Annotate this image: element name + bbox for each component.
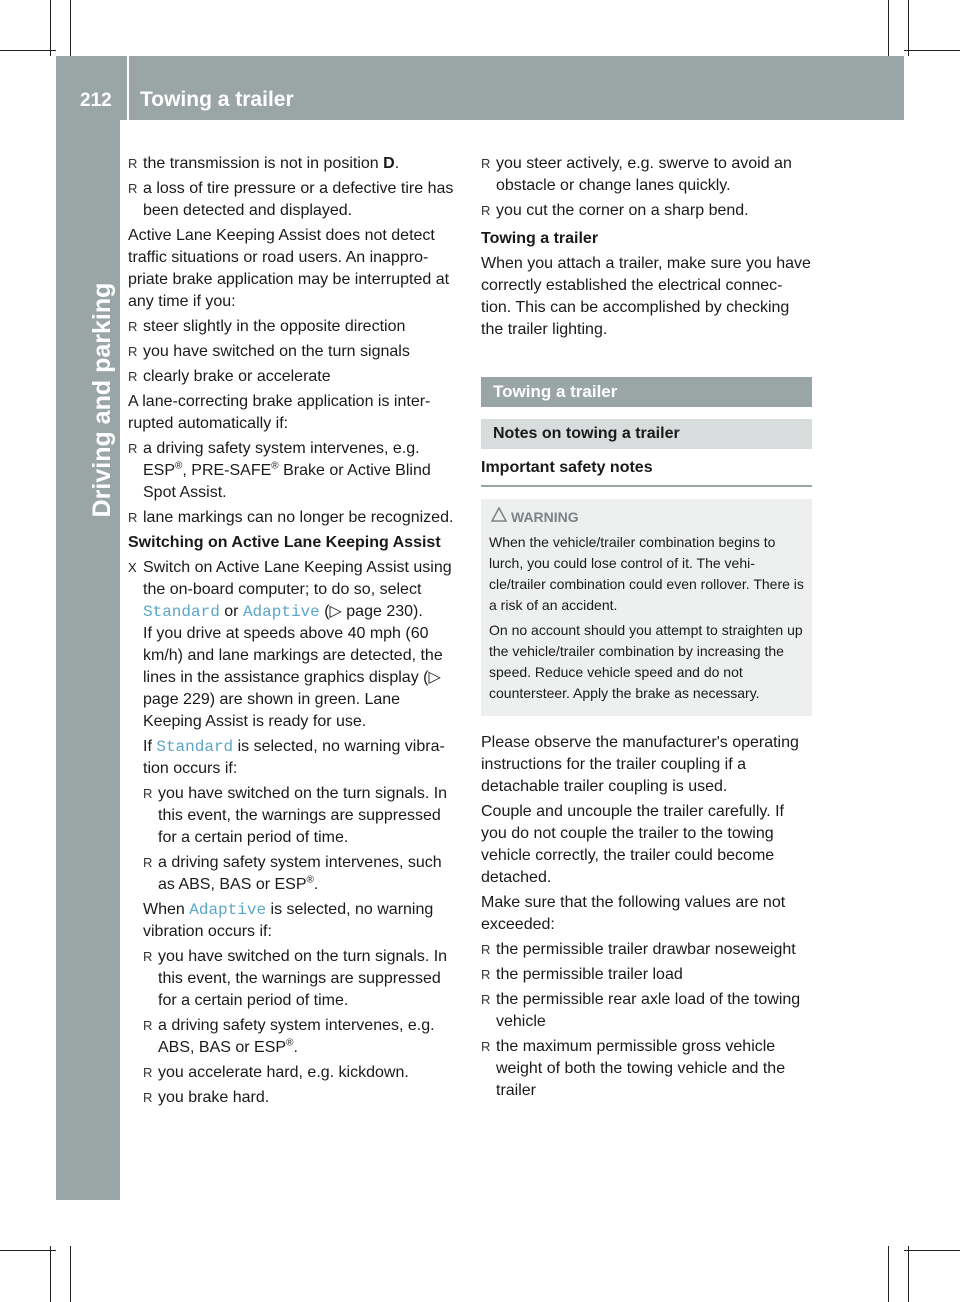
crop-mark [904, 1250, 960, 1251]
bullet-icon: R [143, 786, 153, 801]
paragraph: Please observe the manufacturer's operating instructions for the trailer coupling if a detachable trailer coupling is used. [481, 734, 799, 795]
list-item [143, 783, 461, 849]
punctuation: . [313, 876, 319, 893]
list-item [481, 939, 812, 961]
chapter-heading-bar: Towing a trailer [481, 377, 812, 407]
display-text-standard: Standard [156, 738, 234, 756]
step-text: When [143, 901, 190, 918]
bullet-icon: R [128, 344, 138, 359]
crop-mark [888, 1246, 889, 1302]
arrow-icon: X [128, 560, 137, 575]
paragraph: Make sure that the following values are not exceeded: [481, 894, 786, 933]
display-text-standard: Standard [143, 603, 220, 621]
paragraph: Active Lane Keeping Assist does not detect traffic situations or road users. An inappro-priate brake application may be interrupted at any time if you: [128, 227, 450, 310]
list-item-text: you have switched on the turn signals. In this event, the warnings are suppressed for a certain period of time. [158, 785, 448, 846]
registered-mark: ® [271, 460, 279, 472]
list-item [128, 507, 461, 529]
step-text: is selected, no warning vibration occurs if: [143, 901, 434, 940]
registered-mark: ® [175, 460, 183, 472]
punctuation: . [394, 155, 400, 172]
registered-mark: ® [286, 1037, 294, 1049]
crop-mark [908, 0, 909, 56]
paragraph: A lane-correcting brake application is inter-rupted automatically if: [128, 393, 431, 432]
list-item-text: a driving safety system intervenes, e.g. ABS, BAS or ESP [158, 1017, 435, 1056]
list-item [143, 852, 461, 896]
list-item [128, 153, 461, 175]
list-item-text: the permissible trailer drawbar noseweight [496, 941, 796, 958]
paragraph: When you attach a trailer, make sure you have correctly established the electrical connec-tion. This can be accomplished by checking the trailer lighting. [481, 255, 811, 338]
list-item [481, 153, 812, 197]
gear-position: D [383, 155, 395, 172]
bullet-icon: R [128, 181, 138, 196]
list-item-text: you accelerate hard, e.g. kickdown. [158, 1064, 409, 1081]
bullet-icon: R [481, 942, 491, 957]
list-item-text: , PRE-SAFE [182, 462, 272, 479]
page-number: 212 [80, 90, 112, 111]
warning-label: WARNING [511, 509, 579, 525]
warning-text: On no account should you attempt to straighten up the vehicle/trailer combination by increasing the speed. Reduce vehicle speed and do not countersteer. Apply the brake as necessary. [489, 622, 803, 701]
warning-text: When the vehicle/trailer combination begins to lurch, you could lose control of it. The vehi-cle/trailer combination could even rollover. There is a risk of an accident. [489, 534, 804, 613]
list-item-text: you have switched on the turn signals. In this event, the warnings are suppressed for a certain period of time. [158, 948, 448, 1009]
subsection-heading-bar: Notes on towing a trailer [481, 419, 812, 449]
warning-title [489, 507, 804, 528]
crop-mark [0, 50, 56, 51]
crop-mark [70, 0, 71, 56]
list-item [481, 964, 812, 986]
list-item-text: a driving safety system intervenes, such as ABS, BAS or ESP [158, 854, 442, 893]
crop-mark [904, 50, 960, 51]
list-item-text: steer slightly in the opposite direction [143, 318, 406, 335]
paragraph: Couple and uncouple the trailer carefully. If you do not couple the trailer to the towing vehicle correctly, the trailer could become detached. [481, 803, 784, 886]
list-item [143, 1062, 461, 1084]
registered-mark: ® [306, 874, 314, 886]
bullet-icon: R [143, 855, 153, 870]
crop-mark [908, 1246, 909, 1302]
step-text: is selected, no warning vibra-tion occurs if: [143, 738, 445, 777]
display-text-adaptive: Adaptive [242, 603, 320, 621]
list-item [481, 1036, 812, 1102]
bullet-icon: R [481, 967, 491, 982]
list-item-text: you steer actively, e.g. swerve to avoid an obstacle or change lanes quickly. [496, 155, 792, 194]
bullet-icon: R [481, 992, 491, 1007]
step-text: Switch on Active Lane Keeping Assist using the on-board computer; to do so, select [143, 559, 452, 598]
warning-box [481, 499, 812, 716]
punctuation: . [293, 1039, 298, 1056]
bullet-icon: R [143, 1018, 153, 1033]
side-tab-label: Driving and parking [88, 282, 116, 518]
list-item-text: Brake or Active Blind Spot Assist. [143, 462, 431, 501]
crop-mark [50, 1246, 51, 1302]
bullet-icon: R [143, 949, 153, 964]
page-reference: (▷ page 230). [319, 603, 423, 620]
list-item-text: the maximum permissible gross vehicle weight of both the towing vehicle and the trailer [496, 1038, 786, 1099]
paragraph: If you drive at speeds above 40 mph (60 km/h) and lane markings are detected, the lines in the assistance graphics display (▷ page 229) are shown in green. Lane Keeping Assist is ready for use. [143, 625, 443, 730]
warning-triangle-icon [491, 507, 507, 522]
crop-mark [70, 1246, 71, 1302]
list-item-text: you have switched on the turn signals [143, 343, 410, 360]
bullet-icon: R [128, 441, 138, 456]
instruction-step [128, 557, 461, 1109]
step-text: or [219, 603, 243, 620]
list-item-text: the permissible trailer load [496, 966, 683, 983]
bullet-icon: R [128, 319, 138, 334]
bullet-icon: R [481, 203, 491, 218]
list-item [128, 341, 461, 363]
crop-mark [50, 0, 51, 56]
list-item [143, 1015, 461, 1059]
list-item [128, 438, 461, 504]
list-item [143, 946, 461, 1012]
crop-mark [888, 0, 889, 56]
list-item-text: a loss of tire pressure or a defective tire has been detected and displayed. [143, 180, 454, 219]
list-item [143, 1087, 461, 1109]
section-heading: Towing a trailer [481, 230, 599, 247]
bullet-icon: R [128, 369, 138, 384]
list-item [128, 366, 461, 388]
list-item-text: the permissible rear axle load of the towing vehicle [496, 991, 801, 1030]
list-item-text: the transmission is not in position [143, 155, 384, 172]
right-column [481, 153, 812, 1105]
bullet-icon: R [128, 156, 138, 171]
step-text: If [143, 738, 157, 755]
bullet-icon: R [143, 1090, 153, 1105]
bullet-icon: R [143, 1065, 153, 1080]
list-item [128, 178, 461, 222]
list-item [128, 316, 461, 338]
list-item [481, 989, 812, 1033]
page-title: Towing a trailer [140, 88, 294, 111]
important-notes-heading: Important safety notes [481, 457, 812, 487]
section-heading: Switching on Active Lane Keeping Assist [128, 534, 441, 551]
list-item-text: lane markings can no longer be recognized. [143, 509, 454, 526]
bullet-icon: R [481, 156, 491, 171]
list-item-text: you cut the corner on a sharp bend. [496, 202, 749, 219]
list-item-text: clearly brake or accelerate [143, 368, 331, 385]
header-divider [127, 56, 129, 120]
list-item-text: you brake hard. [158, 1089, 270, 1106]
bullet-icon: R [128, 510, 138, 525]
list-item [481, 200, 812, 222]
display-text-adaptive: Adaptive [189, 901, 267, 919]
list-item-text: a driving safety system intervenes, e.g. ESP [143, 440, 420, 479]
left-column [128, 153, 461, 1112]
bullet-icon: R [481, 1039, 491, 1054]
crop-mark [0, 1250, 56, 1251]
